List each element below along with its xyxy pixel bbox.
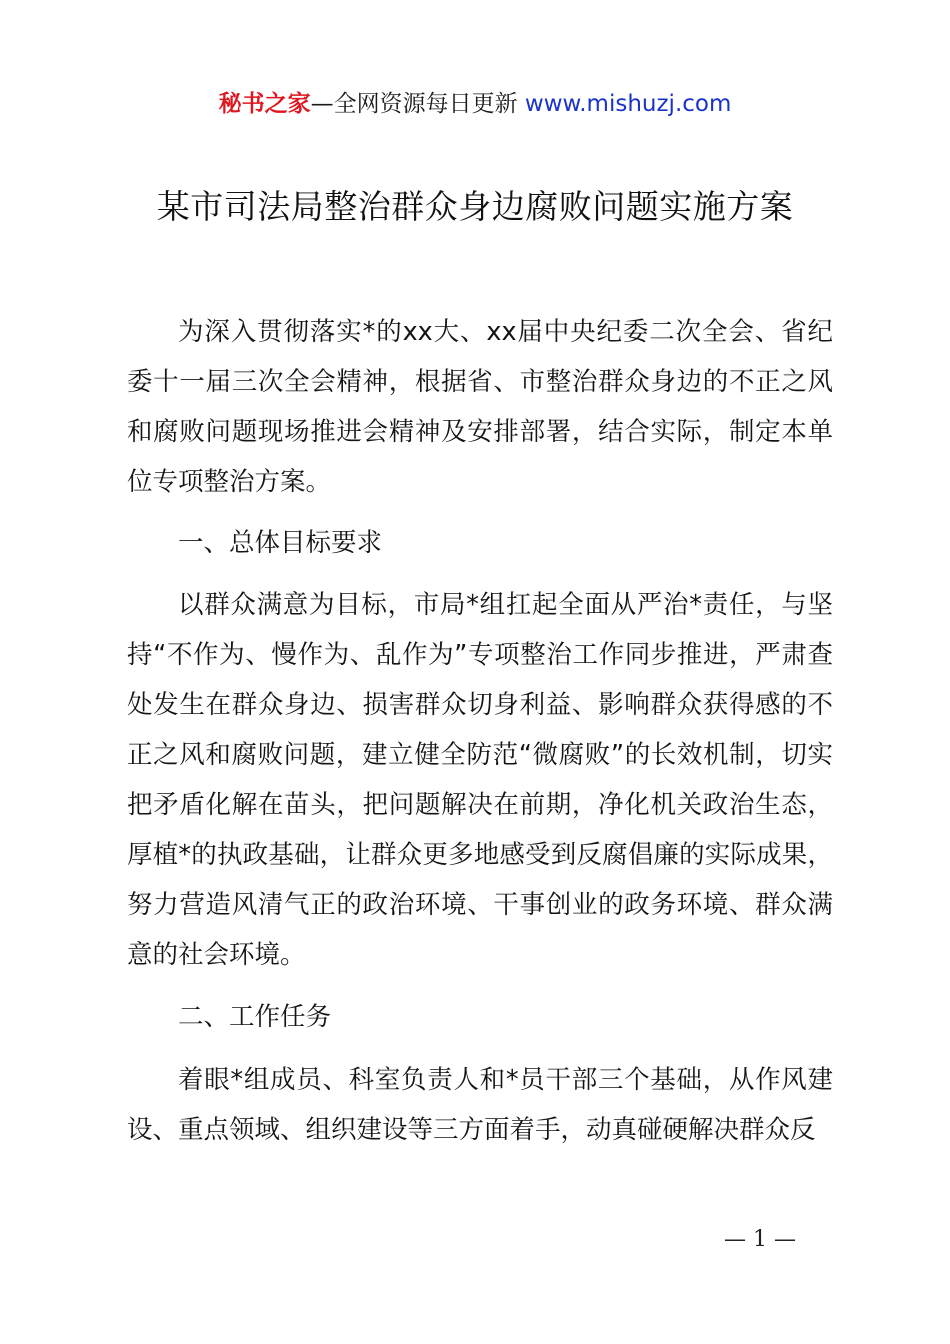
site-url-link[interactable]: www.mishuzj.com: [524, 91, 732, 117]
intro-block: [127, 307, 833, 507]
document-title: 某市司法局整治群众身边腐败问题实施方案: [156, 187, 794, 226]
site-header: [0, 88, 950, 120]
page-number: — 1 —: [724, 1227, 796, 1252]
section-2-heading: 二、工作任务: [178, 1002, 332, 1032]
section-1-heading: 一、总体目标要求: [178, 528, 383, 558]
section-1-heading-block: [127, 518, 833, 568]
section-1-body-block: [127, 580, 833, 980]
intro-paragraph: 为深入贯彻落实*的xx大、xx届中央纪委二次全会、省纪委十一届三次全会精神，根据省、市整治群众身边的不正之风和腐败问题现场推进会精神及安排部署，结合实际，制定本单位专项整治方案。: [127, 317, 833, 497]
section-1-paragraph: 以群众满意为目标，市局*组扛起全面从严治*责任，与坚持“不作为、慢作为、乱作为”专项整治工作同步推进，严肃查处发生在群众身边、损害群众切身利益、影响群众获得感的不正之风和腐败问题，建立健全防范“微腐败”的长效机制，切实把矛盾化解在苗头，把问题解决在前期，净化机关政治生态，厚植*的执政基础，让群众更多地感受到反腐倡廉的实际成果，努力营造风清气正的政治环境、干事创业的政务环境、群众满意的社会环境。: [127, 590, 833, 970]
section-2-paragraph: 着眼*组成员、科室负责人和*员干部三个基础，从作风建设、重点领域、组织建设等三方面着手，动真碰硬解决群众反: [127, 1065, 833, 1145]
header-tagline: —全网资源每日更新: [310, 91, 525, 117]
section-2-heading-block: [127, 992, 833, 1042]
section-2-body-block: [127, 1055, 833, 1155]
brand-name: 秘书之家: [218, 91, 311, 117]
